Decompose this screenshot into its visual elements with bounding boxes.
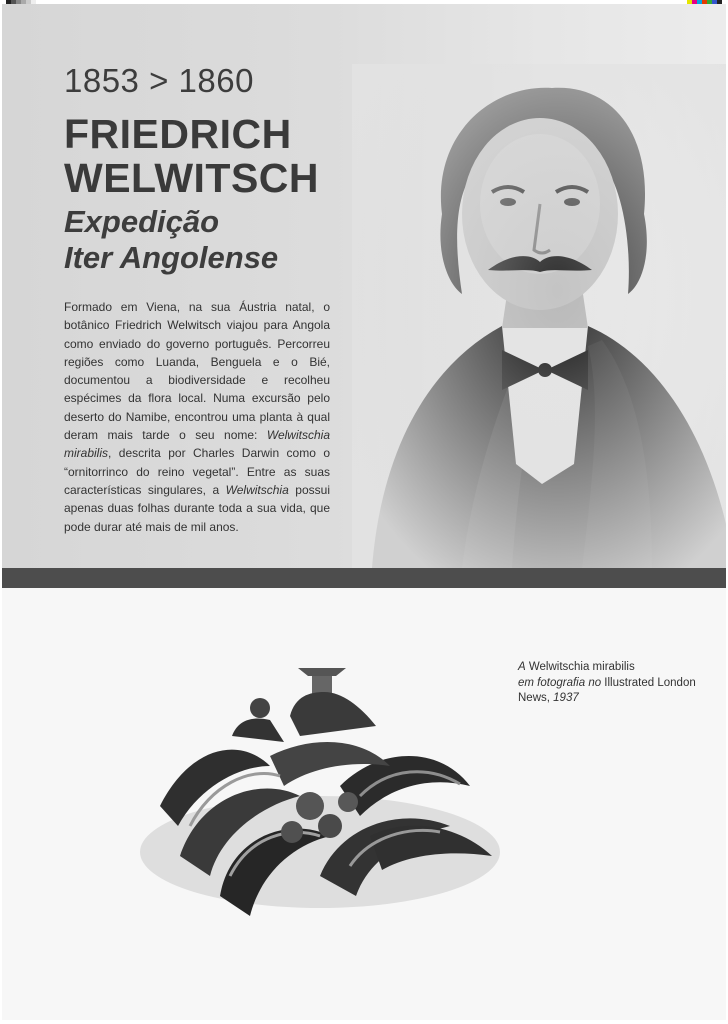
bio-part-1: Formado em Viena, na sua Áustria natal, o botânico Friedrich Welwitsch viajou para Angola como enviado do governo português. Percorreu regiões como Luanda, Benguela e o Bié, documentou a biodiversidade e recolheu espécimes da flora local. Numa excursão pelo deserto do Namibe, encontrou uma planta à qual deram mais tarde o seu nome: — [64, 300, 330, 443]
portrait-photo — [352, 64, 726, 568]
expedition-subtitle — [64, 204, 278, 276]
name-line-2: WELWITSCH — [64, 155, 320, 201]
caption-part-1: A — [518, 661, 526, 673]
biography-text — [64, 298, 330, 536]
bio-part-3: possui apenas duas folhas durante toda a sua vida, que pode durar até mais de mil anos. — [64, 482, 330, 534]
name-line-1: FRIEDRICH — [64, 111, 292, 157]
caption-part-3: em fotografia no — [518, 676, 602, 689]
header-panel — [2, 4, 726, 568]
bio-italic-1: Welwitschia mirabilis — [64, 428, 330, 461]
welwitschia-photo — [120, 656, 504, 940]
subtitle-line-2: Iter Angolense — [64, 240, 279, 275]
caption-part-4: Illustrated London News, — [518, 676, 696, 704]
photo-caption — [518, 660, 698, 707]
caption-part-5: 1937 — [553, 692, 579, 704]
subtitle-line-1: Expedição — [64, 204, 220, 239]
bio-italic-2: Welwitschia — [225, 482, 289, 497]
years-title: 1853 > 1860 — [64, 62, 254, 99]
divider-band — [2, 568, 726, 588]
caption-part-2: Welwitschia mirabilis — [525, 661, 635, 673]
poster — [2, 4, 726, 1020]
bio-part-2: , descrita por Charles Darwin como o “ornitorrinco do reino vegetal”. Entre as suas características singulares, a — [64, 446, 330, 497]
person-name — [64, 112, 319, 200]
